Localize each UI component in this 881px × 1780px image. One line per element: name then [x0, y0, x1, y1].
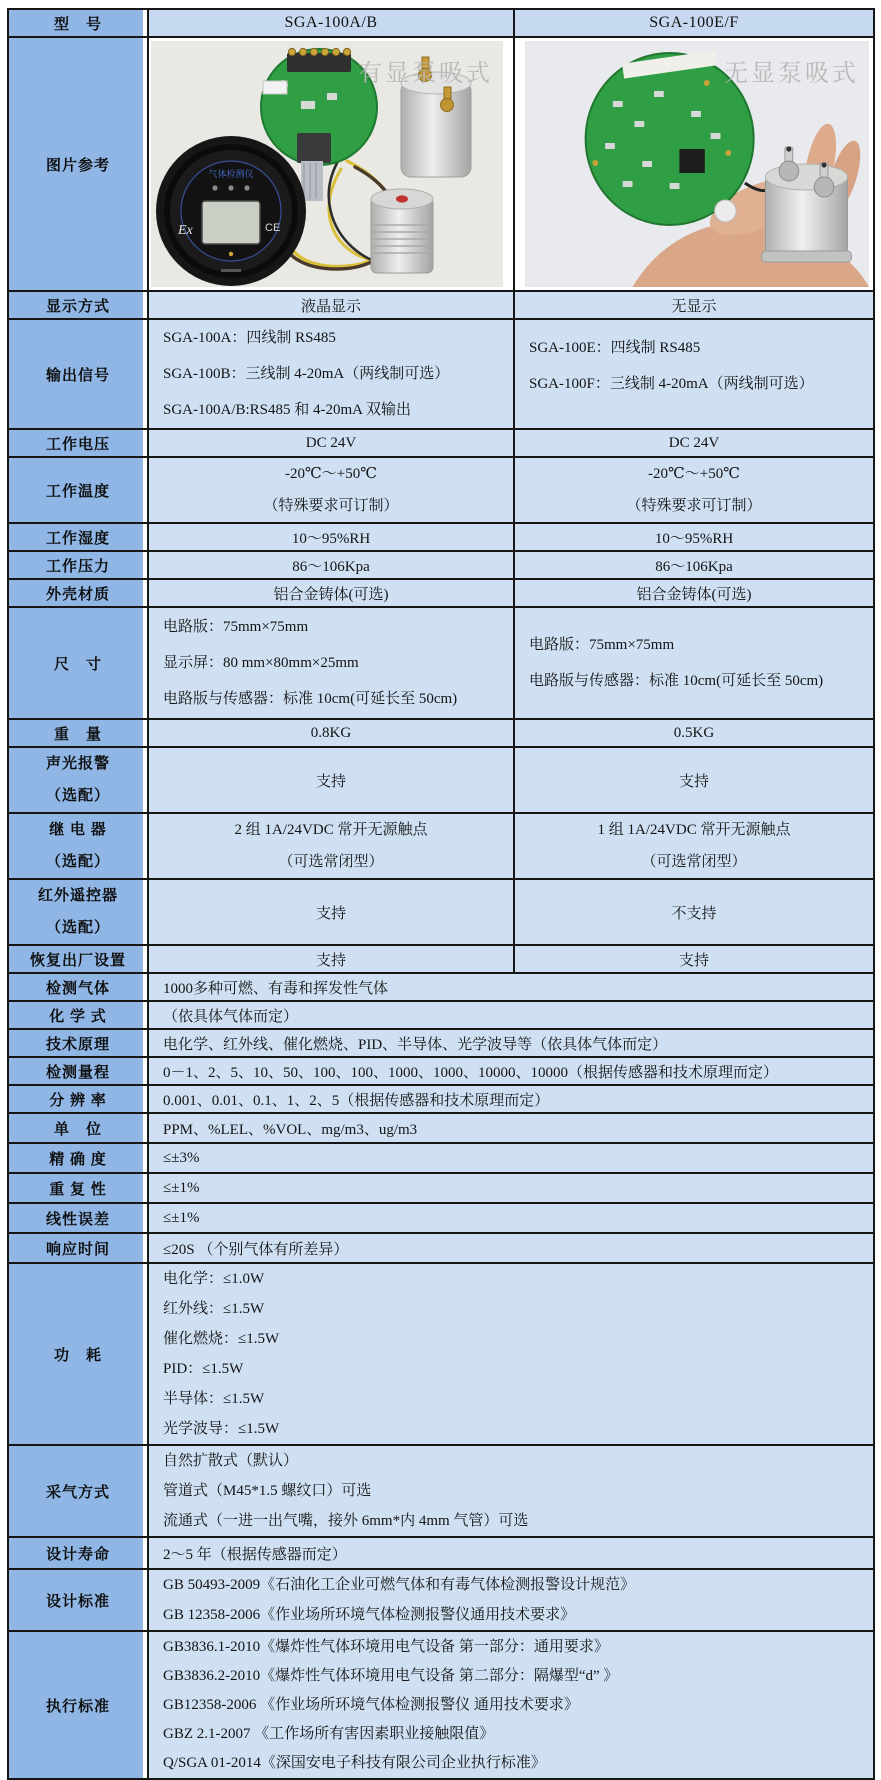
power-line: 光学波导：≤1.5W [163, 1421, 280, 1437]
size-line: 电路版与传感器：标准 10cm(可延长至 50cm) [163, 691, 458, 707]
output-line: SGA-100A/B:RS485 和 4-20mA 双输出 [163, 402, 411, 418]
row-display-value-ef: 无显示 [514, 291, 874, 319]
row-size-label: 尺 寸 [8, 607, 148, 719]
row-housing-value-ef: 铝合金铸体(可选) [514, 579, 874, 607]
row-linearity-value: ≤±1% [148, 1203, 874, 1233]
row-design-standard-label: 设计标准 [8, 1569, 148, 1631]
row-response-value: ≤20S （个别气体有所差异） [148, 1233, 874, 1263]
design-standard-line: GB 12358-2006《作业场所环境气体检测报警仪通用技术要求》 [163, 1607, 576, 1623]
exec-standard-line: Q/SGA 01-2014《深国安电子科技有限公司企业执行标准》 [163, 1754, 546, 1771]
product-photo-sga100ab [151, 41, 503, 287]
row-remote-label [8, 879, 148, 945]
row-reset-label: 恢复出厂设置 [8, 945, 148, 973]
alarm-label-line: 声光报警 [45, 756, 110, 772]
row-output-value-ef [514, 319, 874, 429]
header-model-label: 型 号 [8, 9, 148, 37]
photo-cell-sga100ab [148, 37, 514, 291]
row-alarm-value-ef: 支持 [514, 747, 874, 813]
row-response-label: 响应时间 [8, 1233, 148, 1263]
row-accuracy-label: 精 确 度 [8, 1143, 148, 1173]
exec-standard-line: GB3836.2-2010《爆炸性气体环境用电气设备 第二部分：隔爆型“d” 》 [163, 1667, 619, 1684]
row-linearity-label: 线性误差 [8, 1203, 148, 1233]
product-photo-sga100ef [525, 41, 869, 287]
gauge-brand-text: 气体检测仪 [208, 169, 254, 179]
output-line: SGA-100A：四线制 RS485 [163, 330, 336, 346]
row-output-label: 输出信号 [8, 319, 148, 429]
size-line: 显示屏：80 mm×80mm×25mm [163, 655, 359, 671]
row-size-value-ef [514, 607, 874, 719]
power-line: 半导体：≤1.5W [163, 1391, 265, 1407]
row-lifespan-label: 设计寿命 [8, 1537, 148, 1569]
size-line: 电路版：75mm×75mm [163, 619, 309, 635]
row-unit-label: 单 位 [8, 1113, 148, 1143]
row-sampling-label: 采气方式 [8, 1445, 148, 1537]
temperature-line: -20℃～+50℃ [647, 466, 740, 482]
row-weight-value-ef: 0.5KG [514, 719, 874, 747]
remote-label-line: 红外遥控器 [37, 888, 118, 904]
sampling-line: 自然扩散式（默认） [163, 1453, 299, 1469]
row-weight-value-ab: 0.8KG [148, 719, 514, 747]
design-standard-line: GB 50493-2009《石油化工企业可燃气体和有毒气体检测报警设计规范》 [163, 1577, 636, 1593]
row-exec-standard-value [148, 1631, 874, 1779]
gauge-display-icon [156, 136, 306, 286]
row-gases-value: 1000多种可燃、有毒和挥发性气体 [148, 973, 874, 1001]
product-spec-table [7, 8, 875, 1780]
row-pressure-label: 工作压力 [8, 551, 148, 579]
row-remote-value-ef: 不支持 [514, 879, 874, 945]
row-temperature-value-ab [148, 457, 514, 523]
row-power-label: 功 耗 [8, 1263, 148, 1445]
output-line: SGA-100F：三线制 4-20mA（两线制可选） [529, 376, 814, 392]
row-formula-value: （依具体气体而定） [148, 1001, 874, 1029]
row-output-value-ab [148, 319, 514, 429]
relay-line: 2 组 1A/24VDC 常开无源触点 [234, 822, 428, 838]
temperature-line: （特殊要求可订制） [263, 498, 399, 514]
row-temperature-label: 工作温度 [8, 457, 148, 523]
row-design-standard-value [148, 1569, 874, 1631]
row-exec-standard-label: 执行标准 [8, 1631, 148, 1779]
temperature-line: -20℃～+50℃ [284, 466, 377, 482]
row-weight-label: 重 量 [8, 719, 148, 747]
gauge-ex-mark: Ex [178, 223, 193, 238]
spec-table-container [7, 8, 875, 1780]
image-row-label: 图片参考 [8, 37, 148, 291]
relay-label-line: 继 电 器 [49, 822, 107, 838]
row-range-value: 0－1、2、5、10、50、100、100、1000、1000、10000、10000（根据传感器和技术原理而定） [148, 1057, 874, 1085]
relay-line: （可选常闭型） [278, 854, 384, 870]
row-reset-value-ef: 支持 [514, 945, 874, 973]
row-unit-value: PPM、%LEL、%VOL、mg/m3、ug/m3 [148, 1113, 874, 1143]
row-temperature-value-ef [514, 457, 874, 523]
alarm-label-line: （选配） [45, 788, 110, 804]
power-line: 催化燃烧：≤1.5W [163, 1331, 280, 1347]
row-remote-value-ab: 支持 [148, 879, 514, 945]
output-line: SGA-100B：三线制 4-20mA（两线制可选） [163, 366, 450, 382]
row-power-value [148, 1263, 874, 1445]
row-principle-value: 电化学、红外线、催化燃烧、PID、半导体、光学波导等（依具体气体而定） [148, 1029, 874, 1057]
row-pressure-value-ef: 86～106Kpa [514, 551, 874, 579]
row-relay-label [8, 813, 148, 879]
row-principle-label: 技术原理 [8, 1029, 148, 1057]
sampling-line: 流通式（一进一出气嘴，接外 6mm*内 4mm 气管）可选 [163, 1513, 529, 1529]
power-line: 红外线：≤1.5W [163, 1301, 265, 1317]
row-alarm-label [8, 747, 148, 813]
header-model-ab: SGA-100A/B [148, 9, 514, 37]
row-size-value-ab [148, 607, 514, 719]
exec-standard-line: GB3836.1-2010《爆炸性气体环境用电气设备 第一部分：通用要求》 [163, 1638, 609, 1655]
row-accuracy-value: ≤±3% [148, 1143, 874, 1173]
row-gases-label: 检测气体 [8, 973, 148, 1001]
row-repeatability-label: 重 复 性 [8, 1173, 148, 1203]
row-voltage-value-ab: DC 24V [148, 429, 514, 457]
row-humidity-value-ef: 10～95%RH [514, 523, 874, 551]
sampling-line: 管道式（M45*1.5 螺纹口）可选 [163, 1483, 372, 1499]
size-line: 电路版与传感器：标准 10cm(可延长至 50cm) [529, 673, 824, 689]
row-display-label: 显示方式 [8, 291, 148, 319]
power-line: PID：≤1.5W [163, 1361, 244, 1377]
row-display-value-ab: 液晶显示 [148, 291, 514, 319]
header-model-ef: SGA-100E/F [514, 9, 874, 37]
gauge-ce-mark: CE [265, 222, 281, 234]
remote-label-line: （选配） [45, 920, 110, 936]
row-humidity-label: 工作湿度 [8, 523, 148, 551]
right-photo-watermark: 无显泵吸式 [724, 60, 859, 87]
row-voltage-label: 工作电压 [8, 429, 148, 457]
row-resolution-label: 分 辨 率 [8, 1085, 148, 1113]
sensor-cylinder-icon [371, 189, 433, 273]
photo-cell-sga100ef [514, 37, 874, 291]
power-line: 电化学：≤1.0W [163, 1271, 265, 1287]
row-sampling-value [148, 1445, 874, 1537]
relay-line: 1 组 1A/24VDC 常开无源触点 [597, 822, 791, 838]
row-voltage-value-ef: DC 24V [514, 429, 874, 457]
exec-standard-line: GB12358-2006 《作业场所环境气体检测报警仪 通用技术要求》 [163, 1696, 579, 1713]
relay-line: （可选常闭型） [641, 854, 747, 870]
row-lifespan-value: 2～5 年（根据传感器而定） [148, 1537, 874, 1569]
row-range-label: 检测量程 [8, 1057, 148, 1085]
size-line: 电路版：75mm×75mm [529, 637, 675, 653]
output-line: SGA-100E：四线制 RS485 [529, 340, 701, 356]
row-formula-label: 化 学 式 [8, 1001, 148, 1029]
relay-label-line: （选配） [45, 854, 110, 870]
row-resolution-value: 0.001、0.01、0.1、1、2、5（根据传感器和技术原理而定） [148, 1085, 874, 1113]
row-repeatability-value: ≤±1% [148, 1173, 874, 1203]
row-pressure-value-ab: 86～106Kpa [148, 551, 514, 579]
row-housing-label: 外壳材质 [8, 579, 148, 607]
temperature-line: （特殊要求可订制） [626, 498, 762, 514]
row-housing-value-ab: 铝合金铸体(可选) [148, 579, 514, 607]
exec-standard-line: GBZ 2.1-2007 《工作场所有害因素职业接触限值》 [163, 1725, 495, 1742]
row-reset-value-ab: 支持 [148, 945, 514, 973]
row-humidity-value-ab: 10～95%RH [148, 523, 514, 551]
row-relay-value-ab [148, 813, 514, 879]
row-alarm-value-ab: 支持 [148, 747, 514, 813]
row-relay-value-ef [514, 813, 874, 879]
left-photo-watermark: 有显泵吸式 [358, 60, 493, 87]
